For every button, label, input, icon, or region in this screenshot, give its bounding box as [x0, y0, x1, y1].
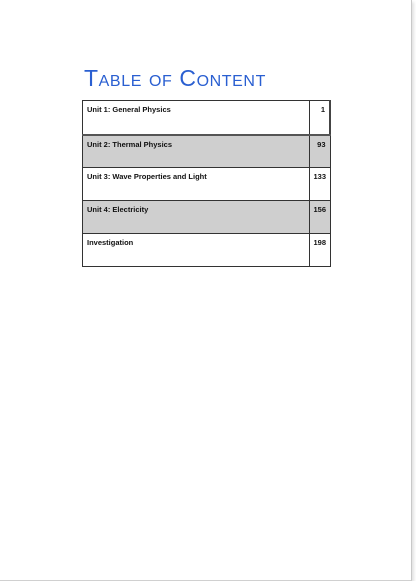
toc-page-number: 156: [309, 201, 330, 234]
toc-page-number: 93: [309, 135, 330, 168]
toc-row: [83, 201, 331, 234]
table-of-contents: [82, 100, 331, 267]
toc-page-number: 198: [309, 234, 330, 267]
toc-entry-label: Unit 1: General Physics: [83, 101, 310, 135]
toc-row: [83, 101, 331, 135]
page-title: Table of Content: [84, 65, 266, 91]
toc-entry-label: Investigation: [83, 234, 310, 267]
toc-page-number: 133: [309, 168, 330, 201]
toc-row: [83, 135, 331, 168]
toc-entry-label: Unit 2: Thermal Physics: [83, 135, 310, 168]
toc-row: [83, 234, 331, 267]
toc-entry-label: Unit 4: Electricity: [83, 201, 310, 234]
toc-row: [83, 168, 331, 201]
toc-page-number: 1: [309, 101, 330, 135]
toc-entry-label: Unit 3: Wave Properties and Light: [83, 168, 310, 201]
